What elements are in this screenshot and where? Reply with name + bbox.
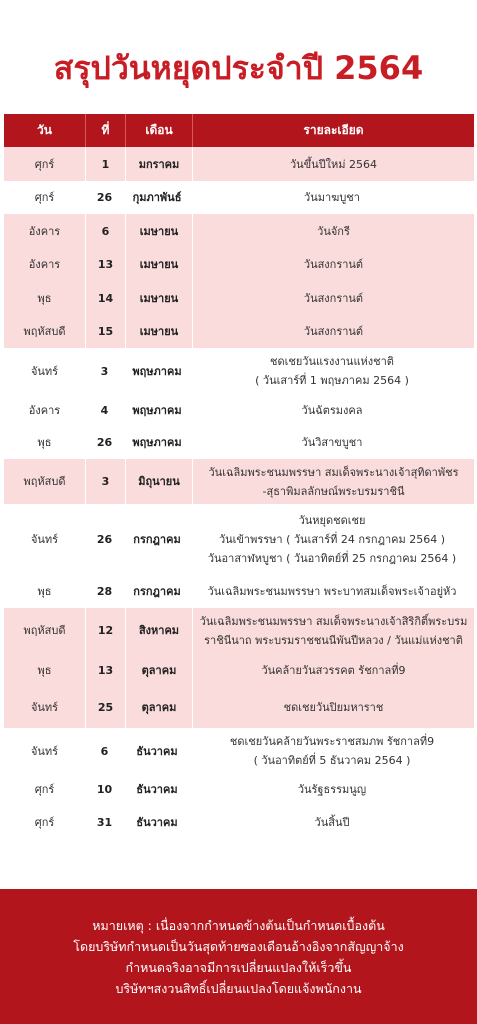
cell-date: 26: [96, 533, 113, 546]
header-day: วัน: [4, 114, 86, 147]
cell-month: ตุลาคม: [126, 687, 193, 728]
cell-day: ศุกร์: [34, 191, 55, 204]
detail-line: ชดเชยวันปิยมหาราช: [283, 701, 384, 714]
table-row: [4, 147, 474, 181]
detail-line: วันเข้าพรรษา ( วันเสาร์ที่ 24 กรกฎาคม 2564 ): [218, 533, 446, 546]
cell-day: อังคาร: [4, 248, 86, 281]
cell-date: 3: [86, 459, 126, 504]
cell-month: ตุลาคม: [126, 653, 193, 687]
detail-line: วันขึ้นปีใหม่ 2564: [289, 157, 378, 171]
cell-day: พุธ: [37, 585, 52, 598]
detail-line: วันเฉลิมพระชนมพรรษา สมเด็จพระนางเจ้าสุทิดาพัชร: [208, 465, 459, 479]
cell-month: พฤษภาคม: [132, 403, 182, 417]
table-row: [4, 348, 474, 394]
cell-detail: [190, 181, 474, 214]
cell-date: 15: [86, 315, 126, 348]
cell-month: เมษายน: [126, 315, 193, 348]
cell-date: 10: [96, 783, 113, 796]
cell-date: 6: [86, 214, 126, 248]
cell-detail: [190, 728, 474, 774]
table-row: [4, 653, 474, 687]
detail-line: วันรัฐธรรมนูญ: [297, 783, 367, 796]
cell-month: ธันวาคม: [136, 744, 178, 758]
detail-line: วันสิ้นปี: [314, 815, 350, 829]
page-title: สรุปวันหยุดประจำปี 2564: [53, 49, 424, 87]
cell-detail: [190, 805, 474, 839]
cell-day: อังคาร: [4, 214, 86, 248]
cell-detail: [190, 426, 474, 459]
note-line: บริษัทฯสงวนสิทธิ์เปลี่ยนแปลงโดยแจ้งพนักงาน: [115, 980, 362, 996]
cell-day: พฤหัสบดี: [4, 608, 86, 653]
detail-line: วันเฉลิมพระชนมพรรษา สมเด็จพระนางเจ้าสิริกิติ์พระบรม: [199, 614, 468, 628]
detail-line: -สุธาพิมลลักษณ์พระบรมราชินี: [262, 484, 405, 498]
table-row: [4, 281, 474, 315]
note-box: [0, 889, 477, 1024]
table-row: [4, 608, 474, 653]
table-row: [4, 426, 474, 459]
header-date: ที่: [86, 114, 126, 147]
cell-day: ศุกร์: [34, 815, 55, 829]
holiday-table: [4, 114, 474, 839]
table-row: [4, 728, 474, 774]
cell-detail: [193, 315, 474, 348]
cell-day: พฤหัสบดี: [4, 459, 86, 504]
cell-month: เมษายน: [126, 281, 193, 315]
cell-day: จันทร์: [30, 533, 59, 546]
table-row: [4, 315, 474, 348]
cell-day: จันทร์: [30, 364, 59, 378]
detail-line: วันจักรี: [317, 224, 350, 238]
table-row: [4, 805, 474, 839]
cell-date: 31: [96, 815, 113, 829]
cell-month: สิงหาคม: [126, 608, 193, 653]
detail-line: ชดเชยวันแรงงานแห่งชาติ: [270, 355, 394, 368]
cell-date: 13: [86, 653, 126, 687]
cell-detail: [190, 575, 474, 608]
cell-month: กรกฎาคม: [133, 585, 181, 598]
cell-month: มิถุนายน: [126, 459, 193, 504]
cell-day: พฤหัสบดี: [4, 315, 86, 348]
table-row: [4, 181, 474, 214]
table-row: [4, 248, 474, 281]
cell-day: พุธ: [4, 653, 86, 687]
cell-month: กุมภาพันธ์: [132, 191, 182, 204]
cell-month: กรกฎาคม: [133, 533, 181, 546]
cell-detail: [193, 687, 474, 728]
table-row: [4, 575, 474, 608]
cell-day: จันทร์: [30, 744, 59, 758]
table-row: [4, 774, 474, 805]
cell-date: 25: [86, 687, 126, 728]
cell-month: พฤษภาคม: [132, 364, 182, 378]
cell-day: อังคาร: [28, 403, 61, 417]
cell-month: พฤษภาคม: [132, 436, 182, 449]
cell-date: 6: [100, 744, 109, 758]
cell-date: 4: [100, 403, 109, 417]
detail-line: วันสงกรานต์: [303, 325, 364, 338]
detail-line: ( วันอาทิตย์ที่ 5 ธันวาคม 2564 ): [253, 754, 411, 767]
cell-detail: [193, 248, 474, 281]
detail-line: วันมาฆบูชา: [304, 191, 360, 204]
cell-day: จันทร์: [4, 687, 86, 728]
cell-detail: [193, 608, 474, 653]
note-line: โดยบริษัทกำหนดเป็นวันสุดท้ายซองเดือนอ้างอิงจากสัญญาจ้าง: [73, 938, 404, 954]
cell-day: ศุกร์: [4, 147, 86, 181]
cell-date: 3: [100, 364, 109, 378]
cell-date: 13: [86, 248, 126, 281]
cell-day: พุธ: [37, 436, 52, 449]
cell-detail: [190, 348, 474, 394]
table-row: [4, 687, 474, 728]
table-row: [4, 504, 474, 575]
table-row: [4, 459, 474, 504]
header-detail: รายละเอียด: [303, 123, 364, 137]
detail-line: วันวิสาขบูชา: [301, 436, 363, 449]
detail-line: วันหยุดชดเชย: [298, 514, 366, 527]
cell-detail: [193, 459, 474, 504]
table-body: [4, 147, 474, 839]
cell-date: 1: [86, 147, 126, 181]
cell-date: 26: [96, 436, 113, 449]
detail-line: วันอาสาฬหบูชา ( วันอาทิตย์ที่ 25 กรกฎาคม 2564 ): [207, 552, 457, 565]
table-header: [4, 114, 474, 147]
detail-line: วันสงกรานต์: [303, 258, 364, 271]
detail-line: วันคล้ายวันสวรรคต รัชกาลที่9: [261, 663, 406, 677]
detail-line: วันเฉลิมพระชนมพรรษา พระบาทสมเด็จพระเจ้าอยู่หัว: [207, 585, 457, 598]
cell-date: 12: [86, 608, 126, 653]
cell-detail: [193, 281, 474, 315]
note-line: กำหนดจริงอาจมีการเปลี่ยนแปลงให้เร็วขึ้น: [125, 959, 352, 975]
cell-month: เมษายน: [126, 248, 193, 281]
table-row: [4, 394, 474, 426]
cell-day: พุธ: [4, 281, 86, 315]
cell-detail: [190, 394, 474, 426]
cell-detail: [193, 653, 474, 687]
cell-detail: [193, 214, 474, 248]
detail-line: ชดเชยวันคล้ายวันพระราชสมภพ รัชกาลที่9: [229, 735, 435, 748]
detail-line: ราชินีนาถ พระบรมราชชนนีพันปีหลวง / วันแม่แห่งชาติ: [204, 633, 463, 647]
cell-month: ธันวาคม: [136, 783, 178, 796]
detail-line: วันฉัตรมงคล: [301, 403, 363, 417]
cell-month: มกราคม: [126, 147, 193, 181]
cell-detail: [190, 774, 474, 805]
detail-line: วันสงกรานต์: [303, 291, 364, 305]
cell-month: ธันวาคม: [136, 815, 178, 829]
cell-date: 26: [96, 191, 113, 204]
cell-month: เมษายน: [126, 214, 193, 248]
cell-day: ศุกร์: [34, 783, 55, 796]
note-line: หมายเหตุ : เนื่องจากกำหนดข้างต้นเป็นกำหนดเบื้องต้น: [92, 917, 385, 933]
header-month: เดือน: [126, 114, 193, 147]
cell-detail: [193, 147, 474, 181]
cell-detail: [190, 504, 474, 575]
cell-date: 14: [86, 281, 126, 315]
cell-date: 28: [96, 585, 113, 598]
detail-line: ( วันเสาร์ที่ 1 พฤษภาคม 2564 ): [255, 374, 409, 387]
table-row: [4, 214, 474, 248]
